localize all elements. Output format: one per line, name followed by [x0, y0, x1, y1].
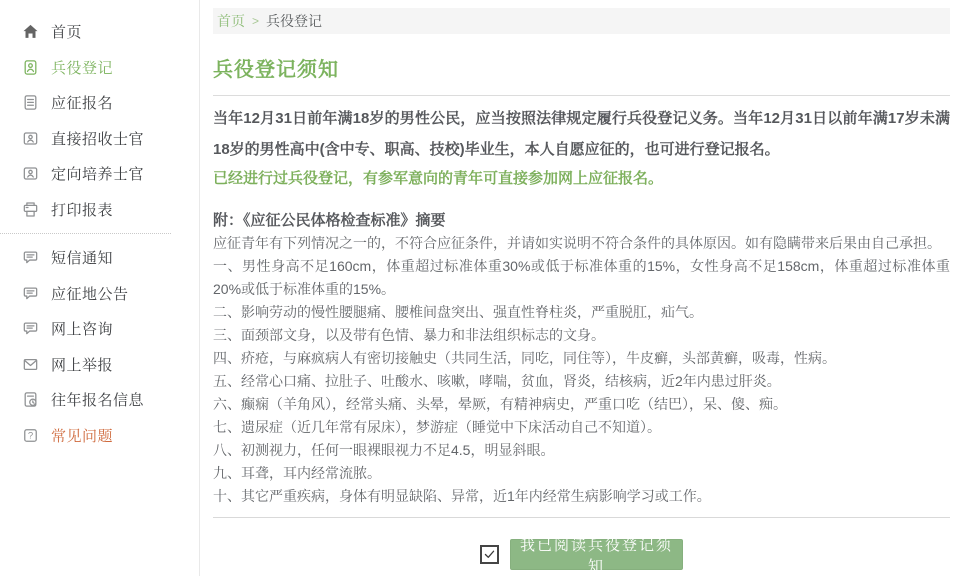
list-item: 一、男性身高不足160cm，体重超过标准体重30%或低于标准体重的15%，女性身高不足158cm，体重超过标准体重20%或低于标准体重的15%。: [213, 258, 950, 297]
sidebar-item-label: 短信通知: [51, 250, 114, 268]
list-item: 七、遗尿症（近几年常有尿床），梦游症（睡觉中下床活动自己不知道）。: [213, 419, 661, 435]
sidebar-divider: [0, 233, 171, 234]
page-title: 兵役登记须知: [213, 59, 339, 81]
message-icon: [21, 284, 39, 302]
breadcrumb-current: 兵役登记: [266, 13, 323, 29]
sidebar: [0, 0, 200, 576]
notice-intro-green-line: 已经进行过兵役登记，有参军意向的青年可直接参加网上应征报名。: [213, 170, 664, 187]
sidebar-item-local-announcements[interactable]: [0, 276, 199, 312]
list-item: 十、其它严重疾病，身体有明显缺陷、异常，近1年内经常生病影响学习或工作。: [213, 488, 711, 504]
sidebar-item-online-report[interactable]: [0, 347, 199, 383]
sidebar-item-label: 兵役登记: [51, 59, 114, 77]
sidebar-item-label: 常见问题: [51, 427, 114, 445]
sidebar-item-label: 网上举报: [51, 356, 114, 374]
breadcrumb-home-link[interactable]: 首页: [217, 13, 245, 29]
sidebar-item-direct-recruit-nco[interactable]: [0, 121, 199, 157]
list-item: 二、影响劳动的慢性腰腿痛、腰椎间盘突出、强直性脊柱炎，严重脱肛，疝气。: [213, 304, 703, 320]
list-item: 五、经常心口痛、拉肚子、吐酸水、咳嗽，哮喘，贫血，肾炎，结核病，近2年内患过肝炎。: [213, 373, 781, 389]
breadcrumb-separator-icon: >: [252, 14, 260, 28]
confirm-row: [213, 536, 950, 575]
breadcrumb: [213, 8, 950, 34]
appendix-title: 附：《应征公民体格检查标准》摘要: [213, 212, 446, 229]
sidebar-item-label: 应征报名: [51, 95, 114, 113]
sidebar-item-label: 直接招收士官: [51, 130, 145, 148]
sidebar-item-label: 往年报名信息: [51, 392, 145, 410]
checkmark-icon: [483, 548, 496, 561]
sidebar-item-label: 应征地公告: [51, 285, 129, 303]
sidebar-item-sms-notice[interactable]: [0, 240, 199, 276]
list-item: 六、癫痫（羊角风），经常头痛、头晕，晕厥，有精神病史，严重口吃（结巴），呆、傻、痴。: [213, 396, 787, 412]
confirm-read-button[interactable]: 我已阅读兵役登记须知: [510, 539, 683, 570]
main-content: [200, 0, 964, 576]
sidebar-item-print-report[interactable]: [0, 192, 199, 228]
home-icon: [21, 23, 39, 41]
id-card-icon: [21, 129, 39, 147]
sidebar-item-label: 首页: [51, 24, 83, 42]
printer-icon: [21, 200, 39, 218]
sidebar-item-military-registration[interactable]: [0, 50, 199, 86]
list-item: 四、疥疮，与麻疯病人有密切接触史（共同生活，同吃，同住等），牛皮癣，头部黄癣，吸毒，性病。: [213, 350, 836, 366]
footer-divider: [213, 517, 950, 518]
message-icon: [21, 249, 39, 267]
list-item: 九、耳聋，耳内经常流脓。: [213, 465, 381, 481]
notice-intro-paragraph: 当年12月31日前年满18岁的男性公民，应当按照法律规定履行兵役登记义务。当年12月31日以前年满17岁未满18岁的男性高中(含中专、职高、技校)毕业生，本人自愿应征的，也可进行登记报名。: [213, 110, 950, 158]
sidebar-item-enlist-signup[interactable]: [0, 85, 199, 121]
sidebar-item-faq[interactable]: [0, 418, 199, 454]
message-icon: [21, 320, 39, 338]
form-icon: [21, 94, 39, 112]
sidebar-item-targeted-training-nco[interactable]: [0, 156, 199, 192]
disqualification-list: [213, 255, 950, 508]
list-item: 八、初测视力，任何一眼裸眼视力不足4.5，明显斜眼。: [213, 442, 555, 458]
sidebar-item-online-consult[interactable]: [0, 311, 199, 347]
history-icon: [21, 391, 39, 409]
appendix-intro: 应征青年有下列情况之一的，不符合应征条件，并请如实说明不符合条件的具体原因。如有隐瞒带来后果由自己承担。: [213, 235, 941, 251]
list-item: 三、面颈部文身，以及带有色情、暴力和非法组织标志的文身。: [213, 327, 605, 343]
question-icon: [21, 426, 39, 444]
mail-icon: [21, 355, 39, 373]
sidebar-item-past-registration-info[interactable]: [0, 382, 199, 418]
sidebar-item-label: 定向培养士官: [51, 166, 145, 184]
sidebar-item-label: 打印报表: [51, 201, 114, 219]
sidebar-item-home[interactable]: [0, 14, 199, 50]
read-confirm-checkbox[interactable]: [480, 545, 499, 564]
id-card-icon: [21, 165, 39, 183]
svg-text:?: ?: [27, 430, 33, 442]
sidebar-item-label: 网上咨询: [51, 321, 114, 339]
title-divider: [213, 95, 950, 96]
registration-icon: [21, 58, 39, 76]
